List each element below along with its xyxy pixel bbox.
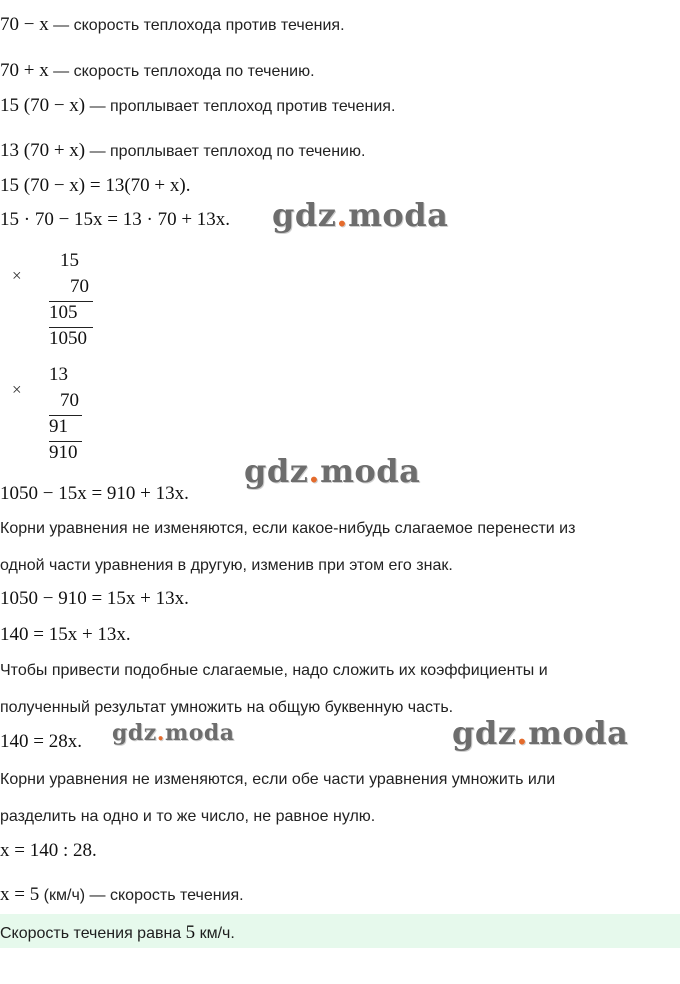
text: — скорость теплохода по течению. <box>48 63 315 80</box>
text: (км/ч) — скорость течения. <box>39 887 244 904</box>
math-expression: 70 − x <box>0 14 49 35</box>
line-speed-upstream <box>0 14 345 36</box>
equation-1: 15 (70 − x) = 13(70 + x). <box>0 175 191 196</box>
rule-text-2b: полученный результат умножить на общую буквенную часть. <box>0 699 454 716</box>
column-multiplication-2 <box>0 362 120 466</box>
line-current-speed <box>0 884 244 906</box>
answer-text: Скорость течения равна 5 км/ч. <box>0 922 235 943</box>
answer-box <box>0 914 680 948</box>
rule-text-1b: одной части уравнения в другую, изменив при этом его знак. <box>0 557 453 574</box>
watermark: gdz.moda <box>112 720 235 746</box>
answer-value: 5 <box>185 922 196 943</box>
watermark: gdz.moda <box>272 196 449 234</box>
text: — проплывает теплоход по течению. <box>85 143 366 160</box>
line-speed-downstream <box>0 60 315 82</box>
rule-text-2a: Чтобы привести подобные слагаемые, надо сложить их коэффициенты и <box>0 662 548 679</box>
text: — проплывает теплоход против течения. <box>85 98 396 115</box>
multiplicand: 13 <box>49 364 68 385</box>
rule-text-3a: Корни уравнения не изменяются, если обе части уравнения умножить или <box>0 771 556 788</box>
math-expression: x = 5 <box>0 884 40 905</box>
partial-product: 105 <box>49 302 78 323</box>
equation-2: 15 · 70 − 15x = 13 · 70 + 13x. <box>0 209 231 230</box>
rule-text-3b: разделить на одно и то же число, не равное нулю. <box>0 808 376 825</box>
equation-6: 140 = 28x. <box>0 731 82 752</box>
multiply-sign: × <box>12 380 22 399</box>
math-expression: 70 + x <box>0 60 49 81</box>
multiplier: 70 <box>60 390 79 411</box>
line-distance-upstream <box>0 95 395 117</box>
text: — скорость теплохода против течения. <box>48 17 345 34</box>
column-multiplication-1 <box>0 248 120 352</box>
multiplier: 70 <box>70 276 89 297</box>
math-expression: 15 (70 − x) <box>0 95 86 116</box>
equation-4: 1050 − 910 = 15x + 13x. <box>0 588 189 609</box>
equation-3: 1050 − 15x = 910 + 13x. <box>0 483 189 504</box>
product: 1050 <box>49 328 87 349</box>
line-distance-downstream <box>0 140 365 162</box>
multiply-sign: × <box>12 266 22 285</box>
product: 910 <box>49 442 78 463</box>
math-expression: 13 (70 + x) <box>0 140 86 161</box>
watermark: gdz.moda <box>452 714 629 752</box>
equation-7: x = 140 : 28. <box>0 840 97 861</box>
watermark: gdz.moda <box>244 452 421 490</box>
equation-5: 140 = 15x + 13x. <box>0 624 131 645</box>
partial-product: 91 <box>49 416 68 437</box>
rule-text-1a: Корни уравнения не изменяются, если какое-нибудь слагаемое перенести из <box>0 520 576 537</box>
multiplicand: 15 <box>60 250 79 271</box>
